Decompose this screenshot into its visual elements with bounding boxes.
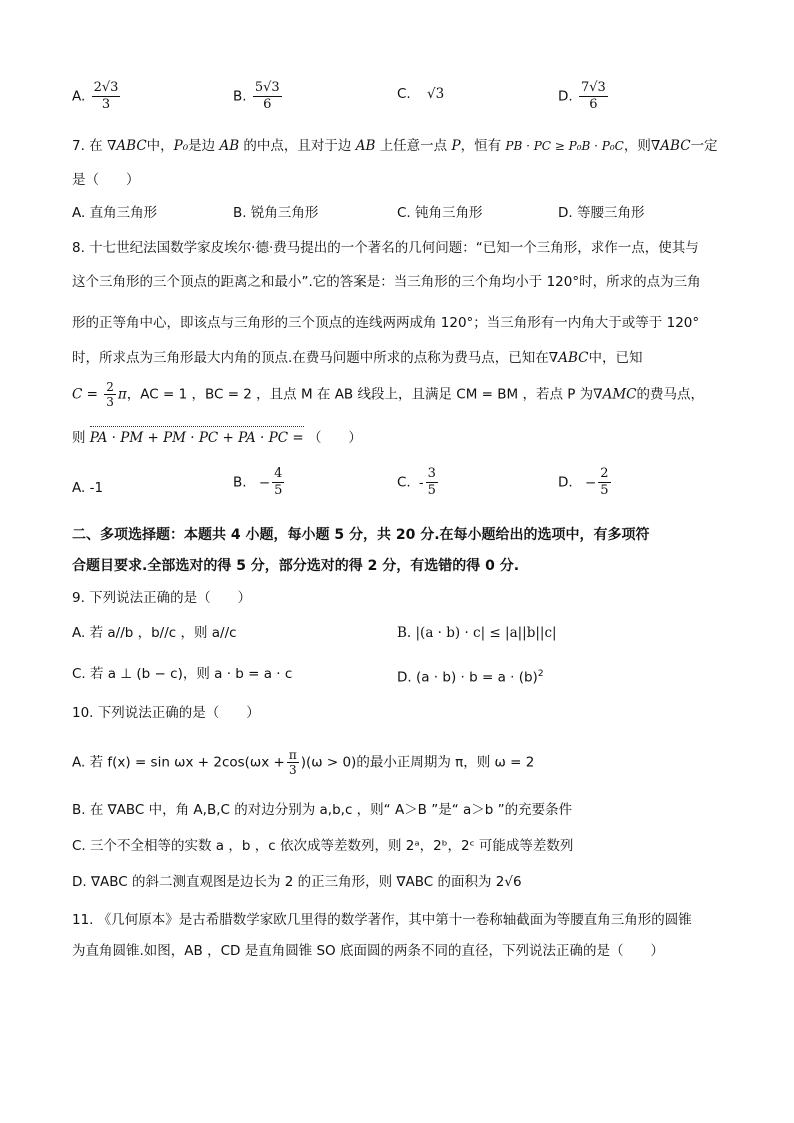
text: 7. 在 (72, 138, 103, 154)
text: D. (a · b) · b = a · (b) (397, 669, 538, 686)
math: P (451, 138, 461, 154)
math: P₀ (173, 138, 189, 154)
section-2-heading-line-1: 二、多项选择题：本题共 4 小题，每小题 5 分，共 20 分.在每小题给出的选项中，有多项符 (72, 527, 650, 543)
q11-line-1: 11. 《几何原本》是古希腊数学家欧几里得的数学著作，其中第十一卷称轴截面为等腰直角三角形的圆锥 (72, 912, 692, 928)
q10-option-b: B. 在 ∇ABC 中，角 A,B,C 的对边分别为 a,b,c ，则“ A＞B ”是“ a＞b ”的充要条件 (72, 802, 573, 818)
text: 是边 (188, 138, 216, 154)
q7-option-a: A. 直角三角形 (72, 205, 158, 221)
q9-option-b: B. |(a · b) · c| ≤ |a||b||c| (397, 625, 557, 641)
superscript: 2 (537, 669, 544, 679)
text: 上任意一点 (379, 138, 448, 154)
q7-option-b: B. 锐角三角形 (233, 205, 319, 221)
fraction (92, 80, 121, 113)
text: ，恒有 (460, 138, 502, 154)
numerator: 4 (274, 466, 283, 481)
option-label: C. (397, 474, 411, 491)
fraction (598, 466, 610, 499)
q10-option-d: D. ∇ABC 的斜二测直观图是边长为 2 的正三角形，则 ∇ABC 的面积为 2√6 (72, 874, 522, 890)
q8-line-5 (72, 380, 704, 409)
q6-option-d (558, 80, 610, 113)
q10-option-a (72, 748, 534, 777)
q8-line-2: 这个三角形的三个顶点的距离之和最小”.它的答案是：当三角形的三个角均小于 120°时，所求的点为三角 (72, 274, 701, 290)
denominator: 5 (600, 483, 609, 498)
option-label: D. (558, 474, 573, 491)
math: AB (219, 138, 240, 154)
text: 中， (146, 138, 174, 154)
fraction (287, 748, 299, 777)
q10-stem: 10. 下列说法正确的是（ ） (72, 705, 260, 721)
q7-option-c: C. 钝角三角形 (397, 205, 483, 221)
numerator: 3 (427, 466, 436, 481)
q8-line-4 (72, 348, 642, 368)
denominator: 5 (427, 483, 436, 498)
math: π (117, 386, 127, 403)
option-value: √3 (427, 86, 445, 102)
denominator: 3 (288, 763, 297, 777)
q8-option-d: D. − $\frac{2}{5}$ (558, 466, 609, 498)
math: ∇ABC (106, 138, 147, 154)
text: 时，所求点为三角形最大内角的顶点.在费马问题中所求的点称为费马点，已知在 (72, 350, 549, 366)
numerator: 2 (106, 380, 114, 394)
text: 的费马点， (636, 386, 704, 403)
option-label: C. (397, 86, 411, 102)
denominator: 5 (274, 483, 283, 498)
q8-option-c: C. - $\frac{3}{5}$ (397, 466, 436, 498)
text: 则 (72, 430, 86, 446)
math-expression: PA · PM + PM · PC + PA · PC = (89, 430, 304, 446)
q9-option-c: C. 若 a ⊥ (b − c)，则 a · b = a · c (72, 666, 293, 682)
denominator: 6 (263, 97, 272, 112)
q10-option-c: C. 三个不全相等的实数 a ，b ，c 依次成等差数列，则 2ᵃ，2ᵇ，2ᶜ 可能成等差数列 (72, 838, 574, 854)
fraction (253, 80, 282, 113)
option-label: A. (72, 88, 86, 105)
q8-line-1: 8. 十七世纪法国数学家皮埃尔·德·费马提出的一个著名的几何问题：“已知一个三角形，求作一点，使其与 (72, 240, 699, 256)
denominator: 3 (106, 395, 114, 409)
text: ，AC = 1 ，BC = 2 ，且点 M 在 AB 线段上，且满足 CM = BM ，若点 P 为 (126, 386, 594, 403)
q9-option-d (397, 664, 544, 688)
math: C = (72, 386, 98, 403)
text: 一定 (690, 138, 718, 154)
text: ，则 (623, 138, 651, 154)
option-label: B. (233, 88, 247, 105)
q8-line-3: 形的正等角中心，即该点与三角形的三个顶点的连线两两成角 120°；当三角形有一内角大于或等于 120° (72, 315, 700, 331)
q8-option-b: B. − $\frac{4}{5}$ (233, 466, 283, 498)
fraction (579, 80, 608, 113)
fraction (426, 466, 438, 499)
q8-option-a: A. -1 (72, 480, 104, 496)
q6-option-c (397, 84, 444, 104)
q7-line-1 (72, 136, 718, 156)
text: 中，已知 (588, 350, 643, 366)
numerator: 7√3 (580, 80, 606, 95)
section-2-heading-line-2: 合题目要求.全部选对的得 5 分，部分选对的得 2 分，有选错的得 0 分. (72, 558, 520, 574)
numerator: 5√3 (254, 80, 280, 95)
text: 的中点，且对于边 (243, 138, 352, 154)
text: （ ） (307, 430, 362, 446)
numerator: π (288, 748, 297, 762)
denominator: 6 (589, 97, 598, 112)
q9-stem: 9. 下列说法正确的是（ ） (72, 590, 252, 606)
math: ∇ABC (548, 350, 589, 366)
q6-option-b (233, 80, 284, 113)
q7-option-d: D. 等腰三角形 (558, 205, 645, 221)
denominator: 3 (101, 97, 111, 112)
fraction (104, 380, 116, 409)
text: A. 若 f(x) = sin ωx + 2cos(ωx + (72, 754, 285, 771)
option-label: B. (233, 474, 247, 491)
text: )(ω > 0)的最小正周期为 π，则 ω = 2 (300, 754, 535, 771)
q9-option-a: A. 若 a//b ，b//c ，则 a//c (72, 625, 237, 641)
q6-option-a (72, 80, 122, 113)
math: ∇ABC (650, 138, 691, 154)
math: ∇AMC (593, 386, 637, 403)
q11-line-2: 为直角圆锥.如图，AB ，CD 是直角圆锥 SO 底面圆的两条不同的直径，下列说法正确的是（ ） (72, 943, 664, 959)
q7-line-2: 是（ ） (72, 172, 140, 188)
fraction (272, 466, 284, 499)
q8-line-6 (72, 428, 362, 448)
math: AB (355, 138, 376, 154)
math-inequality: PB · PC ≥ P₀B · P₀C (505, 139, 624, 153)
option-label: D. (558, 88, 573, 105)
numerator: 2 (600, 466, 609, 481)
numerator: 2√3 (93, 80, 119, 95)
